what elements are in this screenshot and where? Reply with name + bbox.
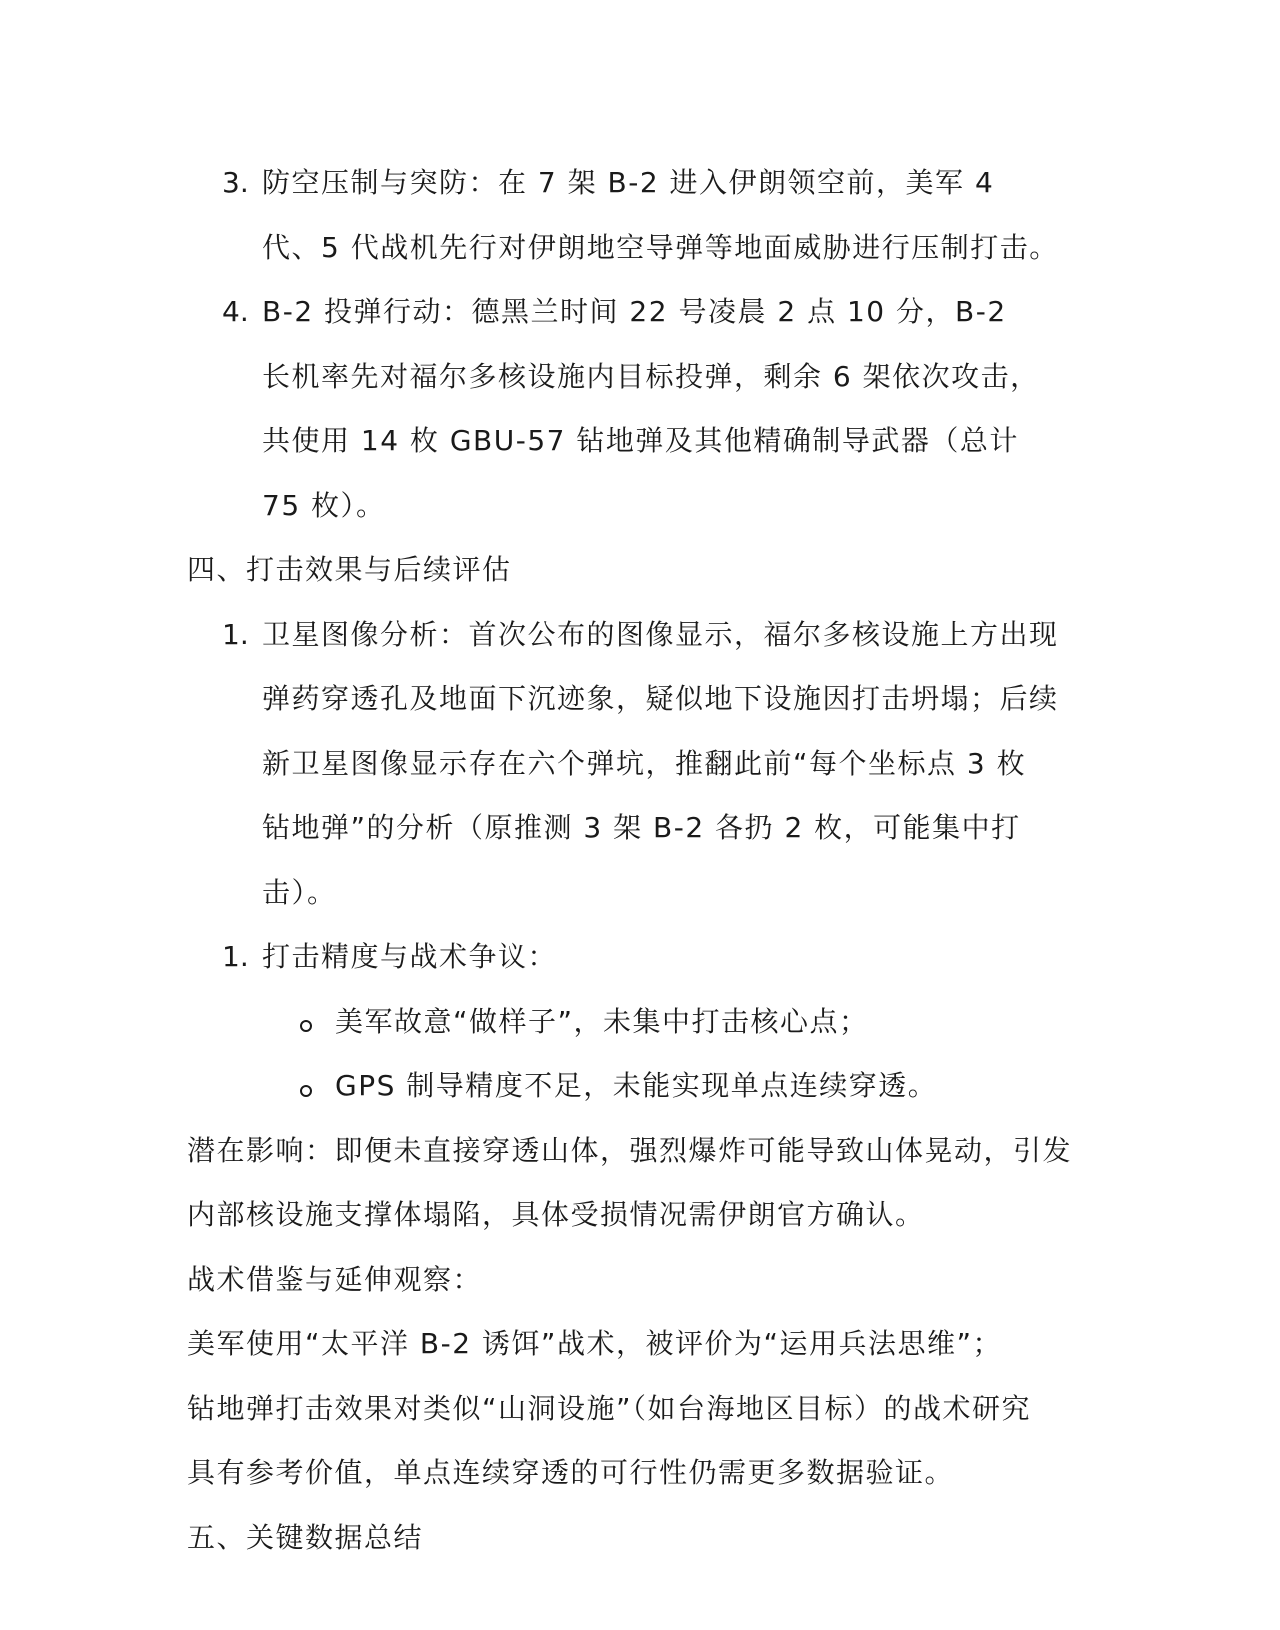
bullet-item-text: GPS 制导精度不足，未能实现单点连续穿透。 [335,1069,938,1102]
list-number: 1. [222,618,249,651]
paragraph-line: 潜在影响：即便未直接穿透山体，强烈爆炸可能导致山体晃动，引发 [187,1134,1073,1167]
list-item-text: 击）。 [262,876,337,909]
paragraph-line: 美军使用“太平洋 B-2 诱饵”战术，被评价为“运用兵法思维”； [187,1327,1002,1360]
bullet-circle-icon [300,1020,312,1032]
list-item-text: 长机率先对福尔多核设施内目标投弹，剩余 6 架依次攻击， [262,360,1040,393]
section-heading: 五、关键数据总结 [187,1521,424,1554]
list-item-text: 卫星图像分析：首次公布的图像显示，福尔多核设施上方出现 [262,618,1059,651]
bullet-circle-icon [300,1085,312,1097]
subheading: 战术借鉴与延伸观察： [187,1263,483,1296]
list-number: 1. [222,940,249,973]
list-item-text: 75 枚）。 [262,489,386,522]
paragraph-line: 内部核设施支撑体塌陷，具体受损情况需伊朗官方确认。 [187,1198,925,1231]
list-number: 3. [222,166,249,199]
list-item-text: 共使用 14 枚 GBU-57 钻地弹及其他精确制导武器（总计 [262,424,1019,457]
list-item-text: 钻地弹”的分析（原推测 3 架 B-2 各扔 2 枚，可能集中打 [262,811,1021,844]
paragraph-line: 具有参考价值，单点连续穿透的可行性仍需更多数据验证。 [187,1456,955,1489]
list-item-text: 弹药穿透孔及地面下沉迹象，疑似地下设施因打击坍塌；后续 [262,682,1059,715]
paragraph-line: 钻地弹打击效果对类似“山洞设施”（如台海地区目标）的战术研究 [187,1392,1032,1425]
list-item-text: 打击精度与战术争议： [262,940,558,973]
bullet-item-text: 美军故意“做样子”，未集中打击核心点； [335,1005,869,1038]
list-item-text: 新卫星图像显示存在六个弹坑，推翻此前“每个坐标点 3 枚 [262,747,1027,780]
list-item-text: B-2 投弹行动：德黑兰时间 22 号凌晨 2 点 10 分，B-2 [262,295,1007,328]
section-heading: 四、打击效果与后续评估 [187,553,512,586]
list-item-text: 代、5 代战机先行对伊朗地空导弹等地面威胁进行压制打击。 [262,231,1059,264]
list-item-text: 防空压制与突防：在 7 架 B-2 进入伊朗领空前，美军 4 [262,166,995,199]
list-number: 4. [222,295,249,328]
